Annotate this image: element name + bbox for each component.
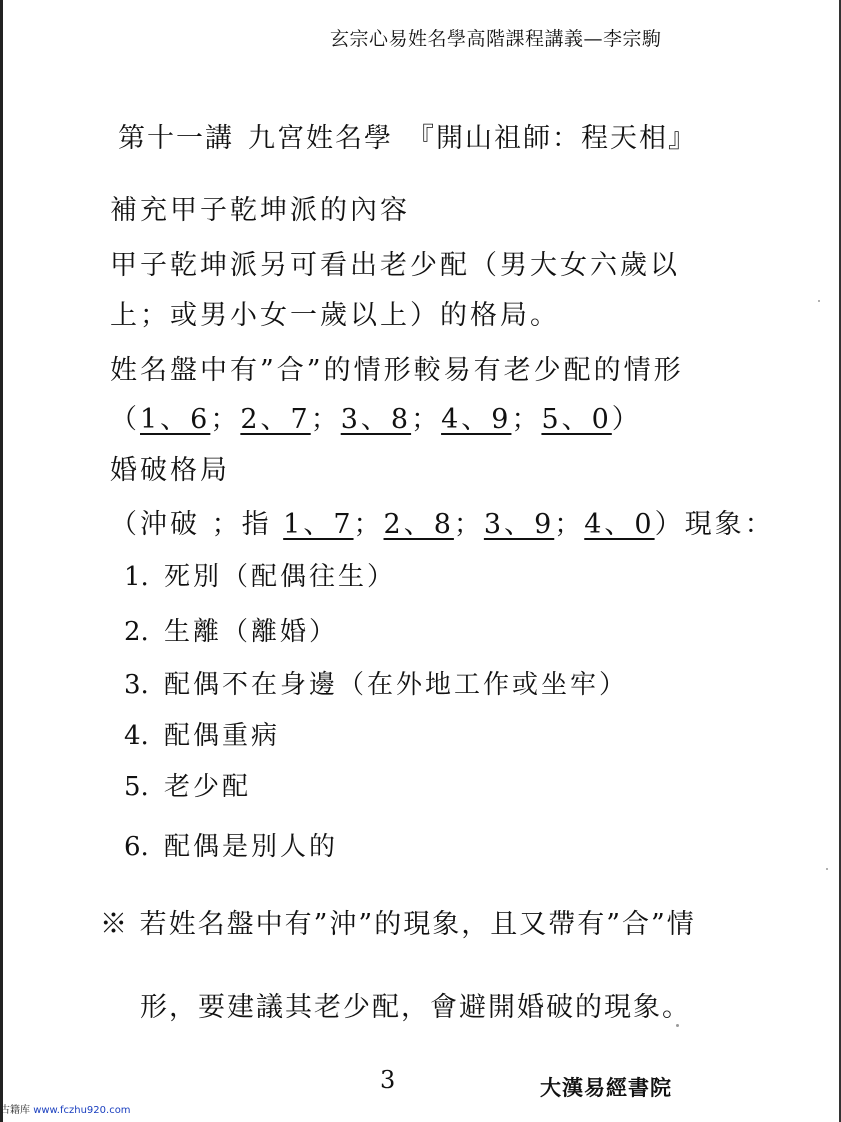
he-pair: 1、6 xyxy=(140,404,211,435)
scan-speck xyxy=(676,1024,679,1027)
list-item xyxy=(124,664,628,701)
lecture-number: 第十一講 xyxy=(118,123,234,154)
list-item xyxy=(124,826,338,863)
chong-separator: ； xyxy=(453,509,484,540)
list-text: 配偶重病 xyxy=(164,721,281,751)
list-number: 6. xyxy=(124,832,149,862)
note-line-1: ※ 若姓名盤中有”沖”的現象，且又帶有”合”情 xyxy=(100,909,696,940)
list-item xyxy=(124,556,396,593)
lecture-founder: 『開山祖師：程天相』 xyxy=(407,123,697,154)
watermark-url: www.fczhu920.com xyxy=(33,1105,131,1116)
he-separator: ； xyxy=(511,404,542,435)
he-separator: ； xyxy=(210,404,241,435)
list-number: 1. xyxy=(124,562,149,592)
chong-prefix: （沖破 ；指 xyxy=(110,509,284,540)
chong-pair: 3、9 xyxy=(483,509,555,540)
list-number: 4. xyxy=(124,721,149,751)
section-title: 補充甲子乾坤派的內容 xyxy=(110,195,410,226)
page-left-edge xyxy=(0,0,3,1122)
lecture-title xyxy=(118,116,697,155)
publisher-name: 大漢易經書院 xyxy=(540,1075,672,1100)
he-open-paren: （ xyxy=(110,404,140,435)
list-number: 2. xyxy=(124,617,149,647)
list-text: 老少配 xyxy=(164,772,252,802)
list-text: 配偶不在身邊（在外地工作或坐牢） xyxy=(164,670,629,700)
he-close-paren: ） xyxy=(611,404,642,435)
chong-separator: ； xyxy=(554,509,585,540)
list-number: 3. xyxy=(124,670,149,700)
paragraph-line-3: 姓名盤中有”合”的情形較易有老少配的情形 xyxy=(110,355,684,386)
marriage-break-heading: 婚破格局 xyxy=(110,455,230,486)
chong-separator: ； xyxy=(353,509,384,540)
list-text: 生離（離婚） xyxy=(164,617,339,647)
scan-speck xyxy=(826,868,828,870)
watermark-prefix: 古籍库 xyxy=(0,1105,34,1116)
paragraph-line-2: 上；或男小女一歲以上）的格局。 xyxy=(110,300,560,331)
lecture-subject: 九宮姓名學 xyxy=(248,123,393,154)
he-pairs-line xyxy=(110,397,642,436)
list-item xyxy=(124,766,251,803)
list-item xyxy=(124,611,338,648)
note-line-2: 形，要建議其老少配，會避開婚破的現象。 xyxy=(140,992,691,1023)
list-text: 死別（配偶往生） xyxy=(164,562,397,592)
he-pair: 4、9 xyxy=(441,404,512,435)
he-separator: ； xyxy=(310,404,341,435)
list-number: 5. xyxy=(124,772,149,802)
scan-speck xyxy=(818,300,820,302)
he-pair: 3、8 xyxy=(340,404,412,435)
running-header: 玄宗心易姓名學高階課程講義—李宗駒 xyxy=(330,28,662,50)
chong-pair: 2、8 xyxy=(383,509,454,540)
paragraph-line-1: 甲子乾坤派另可看出老少配（男大女六歲以 xyxy=(110,250,680,281)
page-number: 3 xyxy=(380,1066,396,1094)
chong-pairs-line xyxy=(110,502,775,541)
chong-pair: 4、0 xyxy=(584,509,655,540)
he-pair: 5、0 xyxy=(541,404,612,435)
chong-pair: 1、7 xyxy=(283,509,354,540)
he-separator: ； xyxy=(411,404,442,435)
list-text: 配偶是別人的 xyxy=(164,832,339,862)
watermark xyxy=(0,1101,131,1116)
he-pair: 2、7 xyxy=(240,404,311,435)
chong-suffix: ）現象： xyxy=(654,509,775,540)
list-item xyxy=(124,715,280,752)
